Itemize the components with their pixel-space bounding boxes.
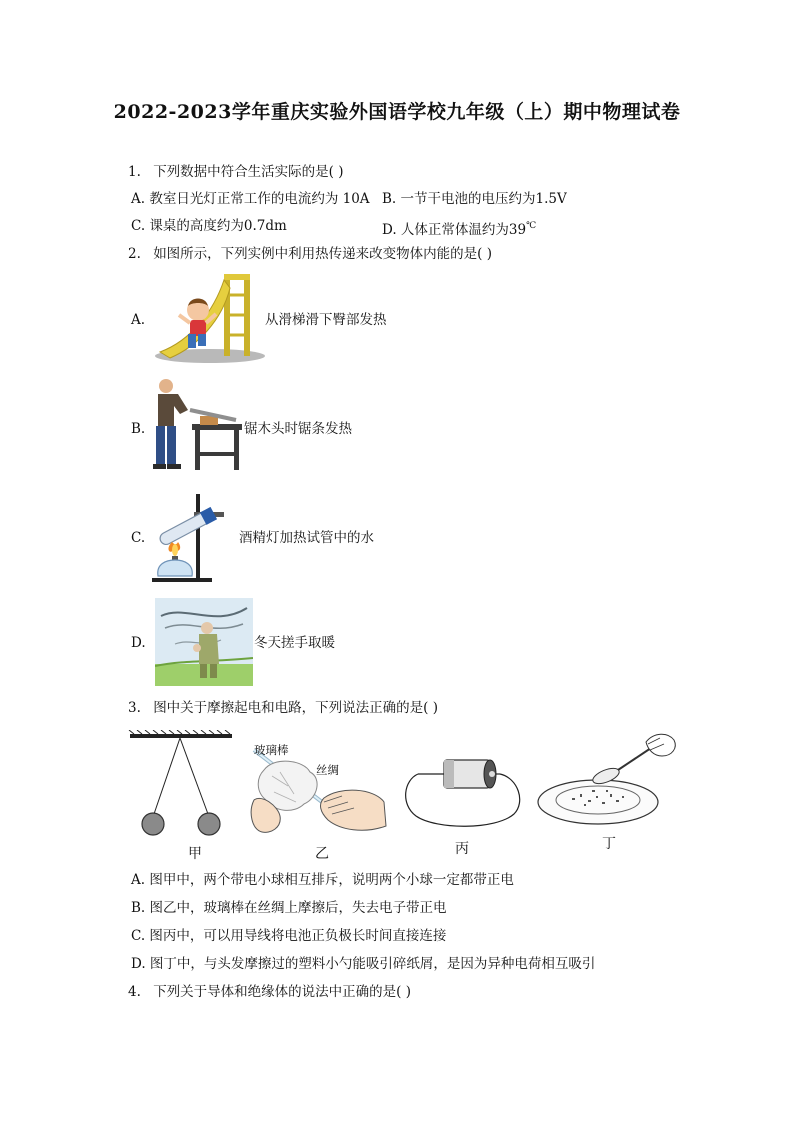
q1-option-c: C. 课桌的高度约为0.7dm <box>131 218 287 234</box>
q3-option-b: B. 图乙中，玻璃棒在丝绸上摩擦后，失去电子带正电 <box>131 900 447 916</box>
question-1 <box>128 163 344 181</box>
charged-balls-figure <box>128 730 238 840</box>
q2-option-d-letter: D. <box>131 635 146 651</box>
question-number: 3. <box>128 700 141 716</box>
question-4 <box>128 983 411 1001</box>
page-title: 2022-2023学年重庆实验外国语学校九年级（上）期中物理试卷 <box>113 101 681 123</box>
q1-option-a: A. 教室日光灯正常工作的电流约为 10A <box>131 191 370 207</box>
figure-caption-yi: 乙 <box>315 846 329 862</box>
question-stem: 如图所示，下列实例中利用热传递来改变物体内能的是( ) <box>153 246 493 262</box>
spoon-paper-bits-figure <box>536 728 682 828</box>
slide-illustration <box>152 270 267 364</box>
q1-option-d <box>382 217 536 239</box>
celsius-unit: ℃ <box>526 221 537 231</box>
q2-option-c-letter: C. <box>131 530 146 546</box>
figure-caption-jia: 甲 <box>188 846 202 862</box>
figure-caption-ding: 丁 <box>602 836 616 852</box>
q2-option-c-text: 酒精灯加热试管中的水 <box>239 530 374 546</box>
question-number: 2. <box>128 246 141 262</box>
q2-option-a-letter: A. <box>131 312 146 328</box>
battery-short-circuit-figure <box>400 750 524 830</box>
q3-option-a: A. 图甲中，两个带电小球相互排斥，说明两个小球一定都带正电 <box>131 872 514 888</box>
sawing-wood-illustration <box>150 376 245 472</box>
question-3 <box>128 699 438 717</box>
question-2 <box>128 245 492 263</box>
q3-option-d: D. 图丁中，与头发摩擦过的塑料小勺能吸引碎纸屑，是因为异种电荷相互吸引 <box>131 956 596 972</box>
q1-option-b: B. 一节干电池的电压约为1.5V <box>382 191 567 207</box>
alcohol-lamp-illustration <box>150 488 235 584</box>
q2-option-b-letter: B. <box>131 421 146 437</box>
question-number: 4. <box>128 984 141 1000</box>
q2-option-a-text: 从滑梯滑下臀部发热 <box>265 312 387 328</box>
label-glass-rod: 玻璃棒 <box>254 743 289 757</box>
question-number: 1. <box>128 164 141 180</box>
q2-option-b-text: 锯木头时锯条发热 <box>244 421 352 437</box>
figure-caption-bing: 丙 <box>455 841 469 857</box>
label-silk: 丝绸 <box>316 763 339 777</box>
rubbing-hands-illustration <box>155 598 253 686</box>
q2-option-d-text: 冬天搓手取暖 <box>254 635 335 651</box>
q3-option-c: C. 图丙中，可以用导线将电池正负极长时间直接连接 <box>131 928 447 944</box>
question-stem: 下列数据中符合生活实际的是( ) <box>153 164 344 180</box>
question-stem: 图中关于摩擦起电和电路，下列说法正确的是( ) <box>153 700 439 716</box>
q1-option-d-text: D. 人体正常体温约为39 <box>382 222 527 238</box>
question-stem: 下列关于导体和绝缘体的说法中正确的是( ) <box>153 984 412 1000</box>
